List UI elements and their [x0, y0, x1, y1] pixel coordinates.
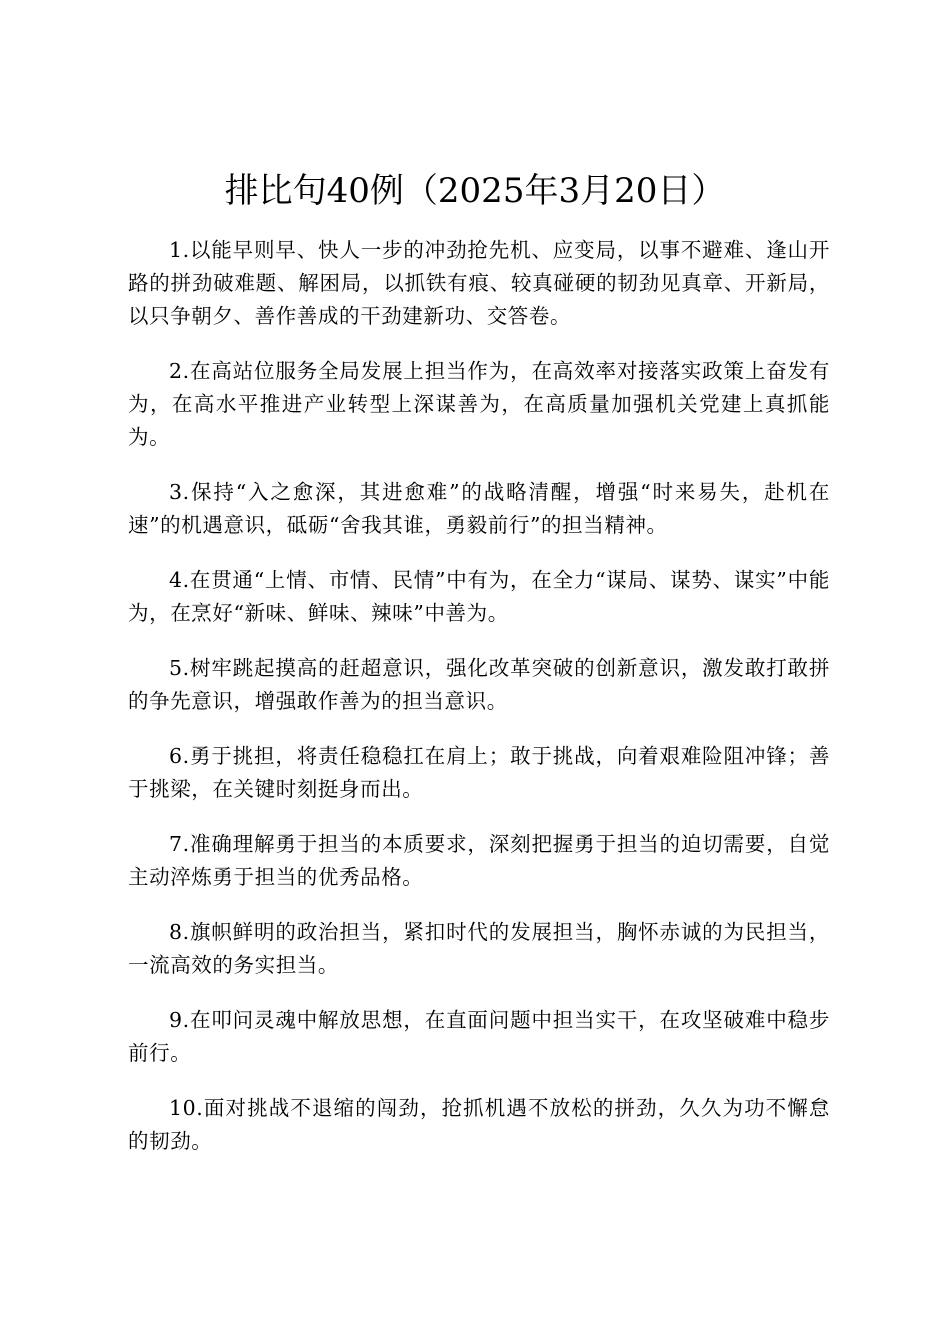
paragraph-8: 8.旗帜鲜明的政治担当，紧扣时代的发展担当，胸怀赤诚的为民担当，一流高效的务实担当。: [128, 920, 830, 977]
paragraph-2: 2.在高站位服务全局发展上担当作为，在高效率对接落实政策上奋发有为，在高水平推进产业转型上深谋善为，在高质量加强机关党建上真抓能为。: [128, 359, 830, 449]
paragraph-5: 5.树牢跳起摸高的赶超意识，强化改革突破的创新意识，激发敢打敢拼的争先意识，增强敢作善为的担当意识。: [128, 656, 830, 713]
document-title: 排比句40例（2025年3月20日）: [224, 171, 726, 211]
paragraph-3: 3.保持“入之愈深，其进愈难”的战略清醒，增强“时来易失，赴机在速”的机遇意识，砥砺“舍我其谁，勇毅前行”的担当精神。: [128, 480, 830, 537]
paragraph-4: 4.在贯通“上情、市情、民情”中有为，在全力“谋局、谋势、谋实”中能为，在烹好“新味、鲜味、辣味”中善为。: [128, 568, 830, 625]
document-body: [128, 234, 830, 1180]
paragraph-10: 10.面对挑战不退缩的闯劲，抢抓机遇不放松的拼劲，久久为功不懈怠的韧劲。: [128, 1096, 830, 1153]
paragraph-6: 6.勇于挑担，将责任稳稳扛在肩上；敢于挑战，向着艰难险阻冲锋；善于挑梁，在关键时刻挺身而出。: [128, 744, 830, 801]
paragraph-7: 7.准确理解勇于担当的本质要求，深刻把握勇于担当的迫切需要，自觉主动淬炼勇于担当的优秀品格。: [128, 832, 830, 889]
paragraph-9: 9.在叩问灵魂中解放思想，在直面问题中担当实干，在攻坚破难中稳步前行。: [128, 1008, 830, 1065]
paragraph-1: 1.以能早则早、快人一步的冲劲抢先机、应变局，以事不避难、逢山开路的拼劲破难题、解困局，以抓铁有痕、较真碰硬的韧劲见真章、开新局，以只争朝夕、善作善成的干劲建新功、交答卷。: [128, 238, 830, 328]
